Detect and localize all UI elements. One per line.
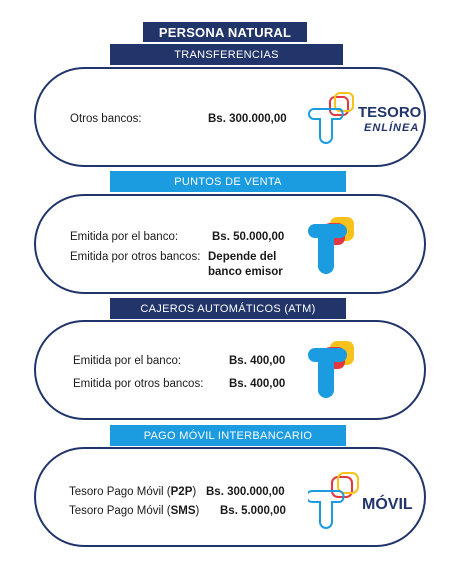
value-line-1: Depende del bbox=[208, 251, 277, 263]
tesoro-en-linea-icon bbox=[308, 83, 428, 153]
tesoro-t-logo bbox=[306, 338, 366, 402]
label-bold: P2P bbox=[170, 486, 193, 498]
row-label-sms bbox=[69, 505, 199, 517]
logo-text-tesoro: TESORO bbox=[358, 104, 422, 121]
row-label-emitida-banco: Emitida por el banco: bbox=[70, 231, 179, 243]
label-suffix: ) bbox=[195, 505, 200, 517]
tesoro-movil-logo bbox=[308, 467, 420, 533]
row-value-emitida-banco-atm: Bs. 400,00 bbox=[229, 355, 286, 367]
section-header-transferencias: TRANSFERENCIAS bbox=[110, 44, 343, 65]
row-value-emitida-banco: Bs. 50.000,00 bbox=[212, 231, 285, 243]
label-prefix: Tesoro Pago Móvil ( bbox=[69, 505, 171, 517]
page-title: PERSONA NATURAL bbox=[143, 22, 307, 42]
tesoro-t-icon bbox=[306, 338, 366, 402]
row-label-emitida-banco-atm: Emitida por el banco: bbox=[73, 355, 182, 367]
row-label-emitida-otros: Emitida por otros bancos: bbox=[70, 251, 201, 263]
row-value-emitida-otros bbox=[208, 250, 283, 280]
tesoro-movil-icon bbox=[308, 467, 420, 533]
row-value-emitida-otros-atm: Bs. 400,00 bbox=[229, 378, 286, 390]
tesoro-t-icon bbox=[306, 214, 366, 278]
section-header-puntos-de-venta: PUNTOS DE VENTA bbox=[110, 171, 346, 192]
row-label-p2p bbox=[69, 486, 196, 498]
row-label-emitida-otros-atm: Emitida por otros bancos: bbox=[73, 378, 204, 390]
card-pago-movil bbox=[34, 447, 426, 547]
label-prefix: Tesoro Pago Móvil ( bbox=[69, 486, 171, 498]
value-line-2: banco emisor bbox=[208, 266, 283, 278]
row-value-otros-bancos: Bs. 300.000,00 bbox=[208, 113, 287, 125]
label-bold: SMS bbox=[170, 505, 196, 517]
row-value-p2p: Bs. 300.000,00 bbox=[206, 486, 285, 498]
row-value-sms: Bs. 5.000,00 bbox=[220, 505, 286, 517]
section-header-pago-movil: PAGO MÓVIL INTERBANCARIO bbox=[110, 425, 346, 446]
logo-text-enlinea: ENLÍNEA bbox=[364, 122, 420, 134]
label-suffix: ) bbox=[192, 486, 197, 498]
section-header-cajeros: CAJEROS AUTOMÁTICOS (ATM) bbox=[110, 298, 346, 319]
logo-text-movil: MÓVIL bbox=[362, 496, 413, 513]
tesoro-en-linea-logo bbox=[308, 83, 428, 153]
card-transferencias bbox=[34, 67, 426, 167]
row-label-otros-bancos: Otros bancos: bbox=[70, 113, 142, 125]
tesoro-t-logo bbox=[306, 214, 366, 278]
card-cajeros bbox=[34, 320, 426, 420]
card-puntos-de-venta bbox=[34, 194, 426, 294]
